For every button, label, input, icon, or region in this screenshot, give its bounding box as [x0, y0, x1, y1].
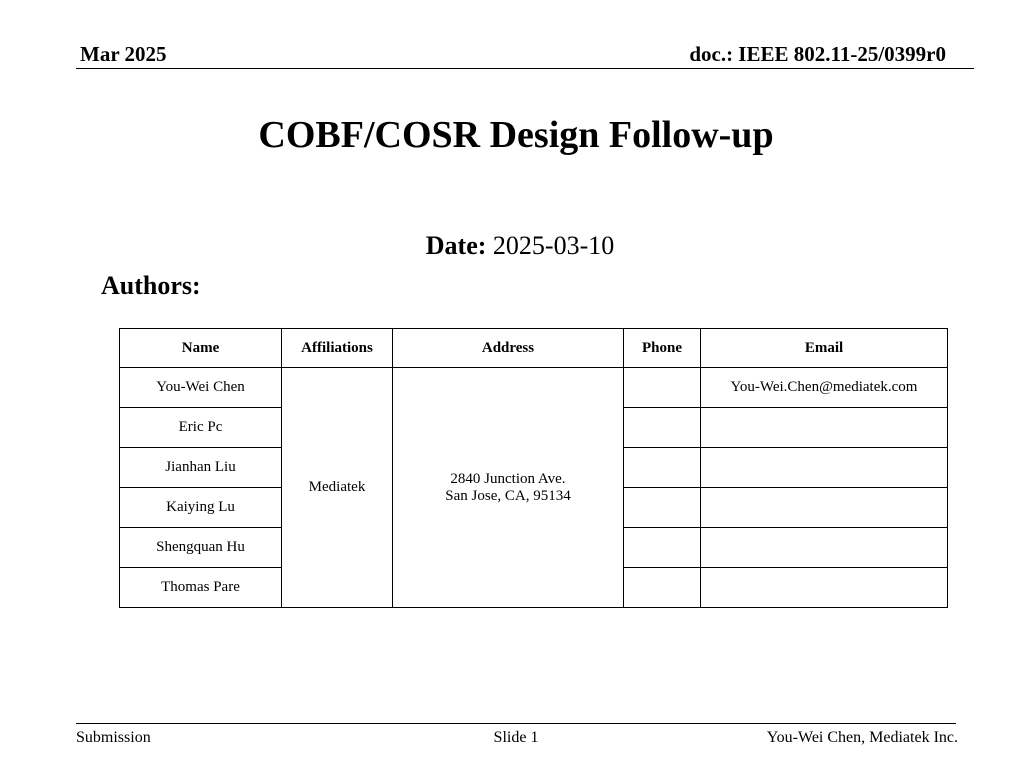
address-cell [393, 368, 624, 608]
email-cell [701, 528, 948, 568]
footer-submission: Submission [76, 729, 151, 746]
header-cell-affiliations: Affiliations [282, 329, 393, 368]
slide-title: COBF/COSR Design Follow-up [258, 114, 774, 156]
header-divider [76, 68, 974, 69]
footer-slide-number: Slide 1 [493, 729, 539, 746]
email-cell [701, 568, 948, 608]
phone-cell [624, 408, 701, 448]
name-cell: Shengquan Hu [120, 528, 282, 568]
table-header-row [120, 329, 948, 368]
table-row [120, 368, 948, 408]
footer-divider [76, 723, 956, 724]
authors-table [119, 328, 948, 608]
date-value: 2025-03-10 [492, 231, 615, 260]
header-doc-id: doc.: IEEE 802.11-25/0399r0 [689, 42, 946, 66]
address-line-1: 2840 Junction Ave. [450, 470, 566, 487]
phone-cell [624, 448, 701, 488]
email-cell [701, 408, 948, 448]
name-cell: Thomas Pare [120, 568, 282, 608]
header-cell-email: Email [701, 329, 948, 368]
header-date: Mar 2025 [80, 42, 167, 66]
header-cell-phone: Phone [624, 329, 701, 368]
header-cell-name: Name [120, 329, 282, 368]
email-cell [701, 488, 948, 528]
phone-cell [624, 368, 701, 408]
name-cell: Jianhan Liu [120, 448, 282, 488]
date-line [0, 230, 1024, 262]
date-label: Date: [425, 231, 487, 260]
email-cell: You-Wei.Chen@mediatek.com [701, 368, 948, 408]
affiliation-cell: Mediatek [282, 368, 393, 608]
name-cell: Kaiying Lu [120, 488, 282, 528]
phone-cell [624, 488, 701, 528]
footer-author: You-Wei Chen, Mediatek Inc. [766, 729, 958, 746]
header-cell-address: Address [393, 329, 624, 368]
phone-cell [624, 528, 701, 568]
phone-cell [624, 568, 701, 608]
email-cell [701, 448, 948, 488]
name-cell: Eric Pc [120, 408, 282, 448]
address-line-2: San Jose, CA, 95134 [445, 487, 571, 504]
authors-heading: Authors: [101, 271, 201, 300]
name-cell: You-Wei Chen [120, 368, 282, 408]
